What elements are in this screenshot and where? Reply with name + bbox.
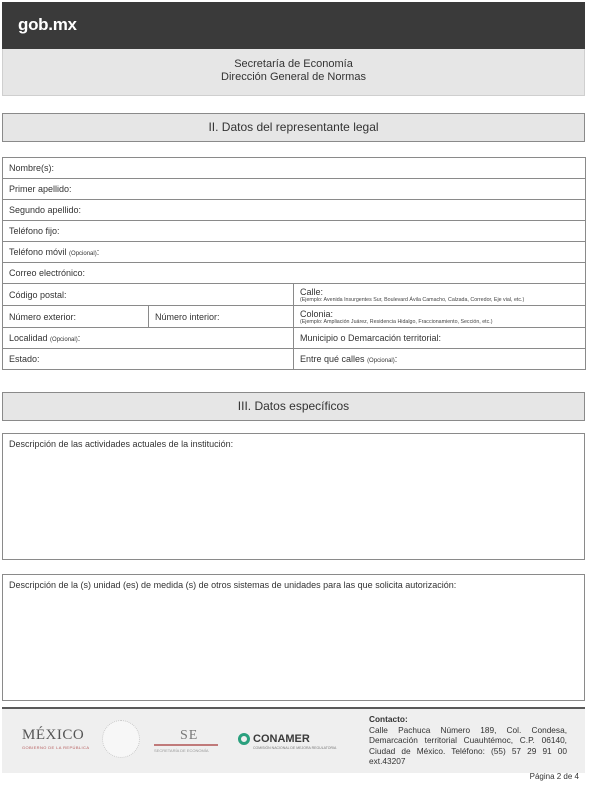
label-entre-calles: Entre qué calles	[300, 354, 365, 364]
agency-header	[2, 49, 585, 96]
field-municipio[interactable]	[294, 328, 586, 349]
field-segundo-apellido[interactable]	[3, 200, 586, 221]
optional-tag: (Opcional)	[50, 337, 78, 343]
colon: :	[96, 247, 100, 257]
label-numero-interior: Número interior:	[155, 311, 220, 322]
label-units: Descripción de la (s) unidad (es) de medida (s) de otros sistemas de unidades para las que solicita autorización:	[9, 580, 457, 590]
label-calle: Calle:	[300, 286, 324, 297]
label-nombre: Nombre(s):	[9, 163, 55, 173]
field-telefono-movil[interactable]	[3, 242, 586, 263]
field-colonia[interactable]	[294, 306, 586, 328]
field-nombre[interactable]	[3, 158, 586, 179]
contact-info	[369, 714, 567, 767]
coat-of-arms-icon	[102, 720, 140, 758]
label-localidad: Localidad	[9, 333, 48, 343]
page-number: Página 2 de 4	[529, 772, 579, 781]
label-numero-exterior: Número exterior:	[9, 311, 77, 322]
activities-description-field[interactable]	[2, 433, 585, 560]
section-3-title: III. Datos específicos	[2, 392, 585, 421]
field-primer-apellido[interactable]	[3, 179, 586, 200]
field-estado[interactable]	[3, 349, 294, 370]
conamer-icon	[238, 733, 250, 745]
mexico-logo-subtitle: GOBIERNO DE LA REPÚBLICA	[22, 745, 90, 750]
footer	[2, 707, 585, 773]
label-activities: Descripción de las actividades actuales de la institución:	[9, 439, 234, 449]
label-segundo-apellido: Segundo apellido:	[9, 205, 82, 215]
agency-name: Secretaría de Economía	[234, 58, 353, 70]
field-numero-interior[interactable]	[149, 306, 294, 328]
mexico-logo: MÉXICO	[22, 727, 85, 743]
optional-tag: (Opcional)	[69, 251, 97, 257]
contact-title: Contacto:	[369, 714, 408, 724]
field-codigo-postal[interactable]	[3, 284, 294, 306]
logo-text-a: gob	[18, 15, 49, 34]
representative-form	[2, 157, 586, 370]
conamer-logo: CONAMER	[253, 733, 310, 745]
optional-tag: (Opcional)	[367, 358, 395, 364]
se-logo-subtitle: SECRETARÍA DE ECONOMÍA	[154, 748, 209, 753]
directorate-name: Dirección General de Normas	[221, 71, 366, 83]
field-telefono-fijo[interactable]	[3, 221, 586, 242]
field-localidad[interactable]	[3, 328, 294, 349]
field-numero-exterior[interactable]	[3, 306, 149, 328]
contact-text: Calle Pachuca Número 189, Col. Condesa, Demarcación territorial Cuauhtémoc, C.P. 06140, Ciudad de México. Teléfono: (55) 57 29 91 00 ext.43207	[369, 724, 567, 766]
logo-text-b: mx	[52, 15, 77, 34]
top-bar	[2, 2, 585, 49]
se-logo: SE	[180, 728, 199, 743]
label-estado: Estado:	[9, 354, 40, 364]
units-description-field[interactable]	[2, 574, 585, 701]
label-codigo-postal: Código postal:	[9, 289, 67, 300]
conamer-logo-subtitle: COMISIÓN NACIONAL DE MEJORA REGULATORIA	[253, 746, 337, 750]
field-entre-calles[interactable]	[294, 349, 586, 370]
label-telefono-fijo: Teléfono fijo:	[9, 226, 60, 236]
field-correo[interactable]	[3, 263, 586, 284]
colon: :	[394, 354, 398, 364]
label-telefono-movil: Teléfono móvil	[9, 247, 67, 257]
section-2-title: II. Datos del representante legal	[2, 113, 585, 142]
label-primer-apellido: Primer apellido:	[9, 184, 72, 194]
label-correo: Correo electrónico:	[9, 268, 86, 278]
field-calle[interactable]	[294, 284, 586, 306]
colon: :	[77, 333, 81, 343]
label-colonia: Colonia:	[300, 308, 334, 319]
se-logo-line	[154, 744, 218, 746]
colonia-example: (Ejemplo: Ampliación Juárez, Residencia Hidalgo, Fraccionamiento, Sección, etc.)	[300, 318, 493, 325]
gobmx-logo[interactable]	[18, 15, 77, 35]
label-municipio: Municipio o Demarcación territorial:	[300, 333, 442, 343]
calle-example: (Ejemplo: Avenida Insurgentes Sur, Boulevard Ávila Camacho, Calzada, Corredor, Eje vial, etc.)	[300, 296, 525, 303]
logo-dot: .	[48, 15, 53, 34]
